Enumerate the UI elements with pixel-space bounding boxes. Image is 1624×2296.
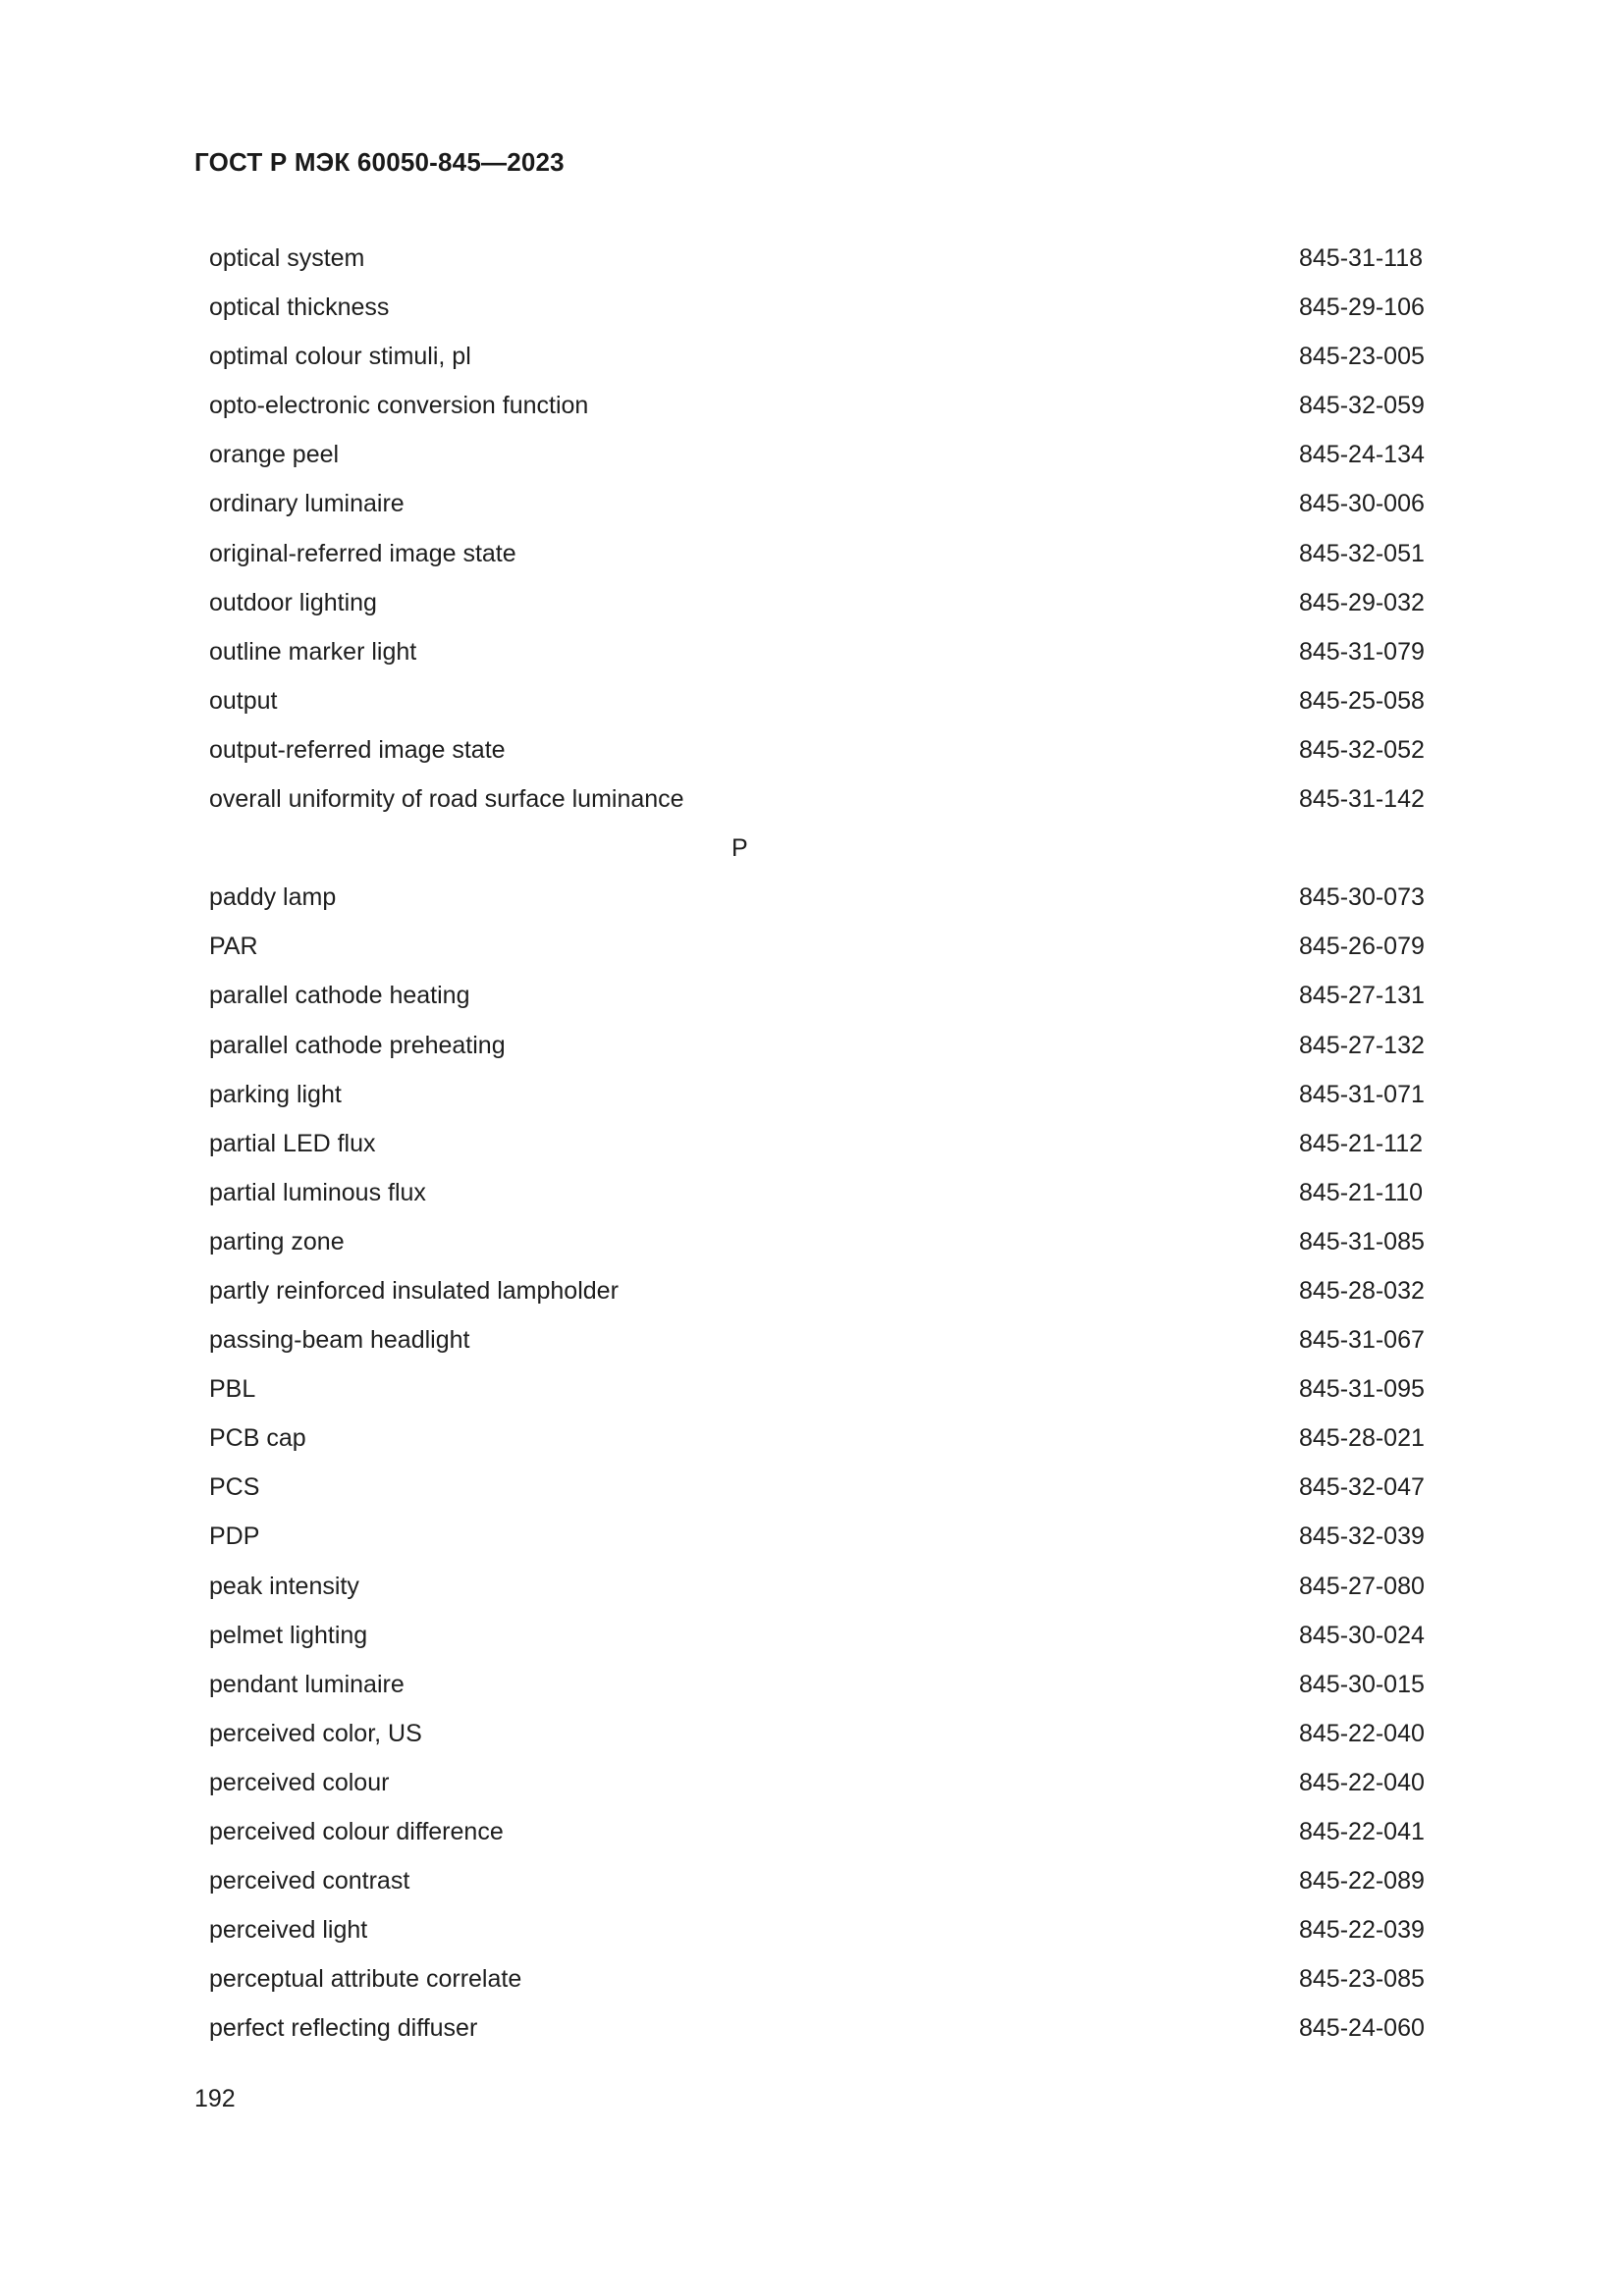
index-entry-row (209, 2003, 1427, 2053)
index-reference-number: 845-30-015 (1299, 1670, 1425, 1698)
index-entry-row (209, 1954, 1427, 2003)
index-term: PDP (209, 1522, 260, 1551)
index-term: PBL (209, 1375, 256, 1404)
index-reference-number: 845-23-085 (1299, 1965, 1425, 1994)
index-entry-row (209, 1217, 1427, 1266)
index-reference-number: 845-22-041 (1299, 1818, 1425, 1845)
index-entry-row (209, 1414, 1427, 1463)
index-entry-row (209, 1119, 1427, 1168)
index-reference-number: 845-24-134 (1299, 441, 1425, 469)
index-term: parallel cathode heating (209, 982, 470, 1010)
index-term: ordinary luminaire (209, 490, 405, 518)
index-reference-number: 845-24-060 (1299, 2014, 1425, 2043)
index-term: PAR (209, 933, 258, 961)
index-entry-row (209, 1905, 1427, 1954)
index-reference-number: 845-27-131 (1299, 982, 1425, 1010)
index-term: passing-beam headlight (209, 1326, 470, 1355)
index-reference-number: 845-31-071 (1299, 1080, 1425, 1108)
index-term: perceived color, US (209, 1719, 422, 1747)
index-term: perceived light (209, 1916, 368, 1945)
index-entry-row (209, 676, 1427, 725)
index-term: outline marker light (209, 637, 417, 666)
index-term: optical system (209, 244, 365, 272)
index-term: PCS (209, 1473, 260, 1502)
index-reference-number: 845-23-005 (1299, 343, 1425, 371)
index-term: pendant luminaire (209, 1670, 405, 1698)
index-term: opto-electronic conversion function (209, 392, 589, 420)
index-term: orange peel (209, 441, 340, 469)
index-term: partial luminous flux (209, 1178, 426, 1206)
page-header-title: ГОСТ Р МЭК 60050-845—2023 (194, 147, 565, 177)
index-reference-number: 845-32-051 (1299, 539, 1425, 567)
index-reference-number: 845-31-118 (1299, 244, 1424, 272)
index-term: parallel cathode preheating (209, 1031, 506, 1059)
index-reference-number: 845-22-039 (1299, 1916, 1425, 1945)
index-entry-row (209, 479, 1427, 528)
index-entry-row (209, 1758, 1427, 1807)
index-reference-number: 845-32-039 (1299, 1522, 1425, 1551)
index-reference-number: 845-29-106 (1299, 294, 1425, 322)
index-term: pelmet lighting (209, 1621, 368, 1649)
index-entry-row (209, 1168, 1427, 1217)
index-entry-row (209, 430, 1427, 479)
index-reference-number: 845-22-040 (1299, 1719, 1425, 1747)
section-p-entries (209, 873, 1427, 2053)
index-entry-row (209, 1021, 1427, 1070)
section-o-entries (209, 234, 1427, 824)
index-reference-number: 845-30-024 (1299, 1621, 1425, 1649)
index-reference-number: 845-31-085 (1299, 1227, 1425, 1255)
index-term: perceptual attribute correlate (209, 1965, 522, 1994)
index-term: perceived colour (209, 1768, 390, 1796)
index-entry-row (209, 381, 1427, 430)
letter-heading: P (731, 834, 748, 863)
index-entry-row (209, 1709, 1427, 1758)
letter-heading-row (209, 824, 1427, 873)
index-reference-number: 845-22-089 (1299, 1867, 1425, 1896)
index-entry-row (209, 529, 1427, 578)
index-entry-row (209, 1807, 1427, 1856)
index-entry-row (209, 774, 1427, 824)
index-term: PCB cap (209, 1424, 306, 1453)
index-reference-number: 845-29-032 (1299, 588, 1425, 616)
index-reference-number: 845-26-079 (1299, 933, 1425, 961)
index-term: parking light (209, 1080, 342, 1108)
index-entry-row (209, 1463, 1427, 1512)
index-term: optimal colour stimuli, pl (209, 343, 471, 371)
index-reference-number: 845-21-110 (1299, 1178, 1424, 1206)
index-reference-number: 845-30-006 (1299, 490, 1425, 518)
index-entry-row (209, 283, 1427, 332)
index-term: overall uniformity of road surface luminance (209, 785, 684, 814)
index-entry-row (209, 234, 1427, 283)
index-entry-row (209, 1562, 1427, 1611)
index-entry-row (209, 1611, 1427, 1660)
index-reference-number: 845-32-059 (1299, 392, 1425, 420)
index-entry-row (209, 971, 1427, 1020)
index-entry-row (209, 725, 1427, 774)
index-list (209, 234, 1427, 2053)
index-term: peak intensity (209, 1572, 359, 1600)
index-entry-row (209, 873, 1427, 922)
index-entry-row (209, 922, 1427, 971)
index-entry-row (209, 578, 1427, 627)
index-reference-number: 845-27-132 (1299, 1031, 1425, 1059)
index-entry-row (209, 1856, 1427, 1905)
index-entry-row (209, 627, 1427, 676)
index-reference-number: 845-31-067 (1299, 1326, 1425, 1355)
index-reference-number: 845-31-095 (1299, 1375, 1425, 1404)
index-term: output-referred image state (209, 735, 506, 764)
index-entry-row (209, 1364, 1427, 1414)
index-entry-row (209, 1266, 1427, 1315)
index-entry-row (209, 1070, 1427, 1119)
index-entry-row (209, 1512, 1427, 1561)
index-term: perceived colour difference (209, 1818, 504, 1845)
index-entry-row (209, 1660, 1427, 1709)
index-reference-number: 845-27-080 (1299, 1572, 1425, 1600)
index-term: outdoor lighting (209, 588, 377, 616)
index-term: paddy lamp (209, 883, 337, 912)
index-reference-number: 845-21-112 (1299, 1129, 1424, 1157)
index-term: partial LED flux (209, 1129, 376, 1157)
index-term: original-referred image state (209, 539, 516, 567)
index-reference-number: 845-31-142 (1299, 785, 1425, 814)
index-term: perceived contrast (209, 1867, 410, 1896)
index-reference-number: 845-31-079 (1299, 637, 1425, 666)
index-term: optical thickness (209, 294, 390, 322)
page-number: 192 (194, 2085, 236, 2112)
index-term: partly reinforced insulated lampholder (209, 1276, 619, 1305)
index-reference-number: 845-22-040 (1299, 1768, 1425, 1796)
index-reference-number: 845-32-052 (1299, 735, 1425, 764)
index-reference-number: 845-28-021 (1299, 1424, 1425, 1453)
index-reference-number: 845-30-073 (1299, 883, 1425, 912)
index-term: output (209, 686, 278, 715)
index-reference-number: 845-32-047 (1299, 1473, 1425, 1502)
index-reference-number: 845-28-032 (1299, 1276, 1425, 1305)
index-term: parting zone (209, 1227, 345, 1255)
index-reference-number: 845-25-058 (1299, 686, 1425, 715)
index-entry-row (209, 1315, 1427, 1364)
index-entry-row (209, 332, 1427, 381)
index-term: perfect reflecting diffuser (209, 2014, 478, 2043)
